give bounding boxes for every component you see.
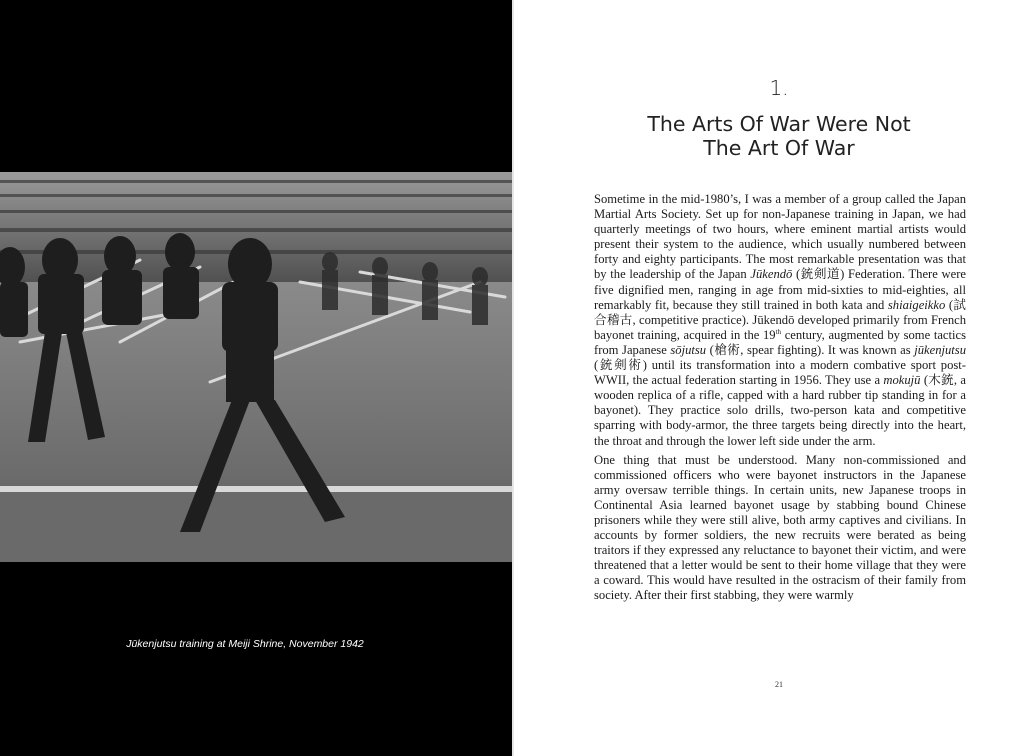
chapter-number: 1.: [769, 76, 789, 100]
photo-caption: Jūkenjutsu training at Meiji Shrine, November 1942: [126, 638, 364, 650]
term-jukenjutsu: jūkenjutsu: [914, 342, 966, 357]
term-shiaigeikko: shiaigeikko: [887, 297, 946, 312]
body-text: [594, 192, 966, 608]
p1-segment: Sometime in the mid-1980’s, I was a member of a group called the Japan Martial Arts Society. Set up for non-Japanese training in Japan, we had quarterly meetings of two hours, where eminent martial artists would present their system to the audience, which usually numbered between forty and eighty participants. The most remarkable presentation was that by the leadership of the Japan: [594, 192, 966, 282]
paragraph-1: [594, 192, 966, 449]
term-mokuju: mokujū: [883, 373, 921, 388]
p1-segment: (木銃, a wooden replica of a rifle, capped with a hard rubber tip standing in for a bayonet). They practice solo drills, two-person kata and competitive sparring with body-armor, the three targets being directly into the heart, the throat and through the lower left side under the arm.: [594, 373, 966, 448]
superscript-th: th: [775, 327, 782, 336]
term-jukendo: Jūkendō: [750, 267, 793, 282]
bayonet-training-photo: [0, 172, 512, 562]
p1-segment: (銃剣術) until its transformation into a modern combative sport post-WWII, the actual federation starting in 1956. They use a: [594, 358, 966, 388]
page-number: 21: [775, 680, 783, 689]
p1-segment: (槍術, spear fighting). It was known as: [706, 342, 915, 357]
right-page: [514, 0, 1024, 756]
paragraph-2: One thing that must be understood. Many non-commissioned and commissioned officers who were bayonet instructors in the Japanese army oversaw terrible things. In certain units, new Japanese troops in Continental Asia learned bayonet usage by stabbing bound Chinese prisoners while they were still alive, both army captives and civilians. In accounts by former soldiers, the new recruits were berated as being traitors if they expressed any reluctance to bayonet their victim, and were threatened that a letter would be sent to their home village that they were a coward. This would have resulted in the ostracism of their family from society. After their first stabbing, they were warmly: [594, 452, 966, 603]
p1-segment: (試合稽古, competitive practice). Jūkendō developed primarily from French bayonet training, acquired in the 19: [594, 297, 966, 342]
historical-photo: [0, 172, 512, 562]
chapter-title: [514, 112, 1024, 160]
p1-segment: (銃剣道) Federation. There were five dignified men, ranging in age from mid-sixties to mid-eighties, all remarkably fit, because they still trained in both kata and: [594, 267, 966, 312]
chapter-title-line-1: The Arts Of War Were Not: [647, 112, 911, 136]
chapter-title-line-2: The Art Of War: [703, 136, 855, 160]
term-sojutsu: sōjutsu: [670, 342, 707, 357]
p1-segment: century, augmented by some tactics from Japanese: [594, 327, 967, 357]
